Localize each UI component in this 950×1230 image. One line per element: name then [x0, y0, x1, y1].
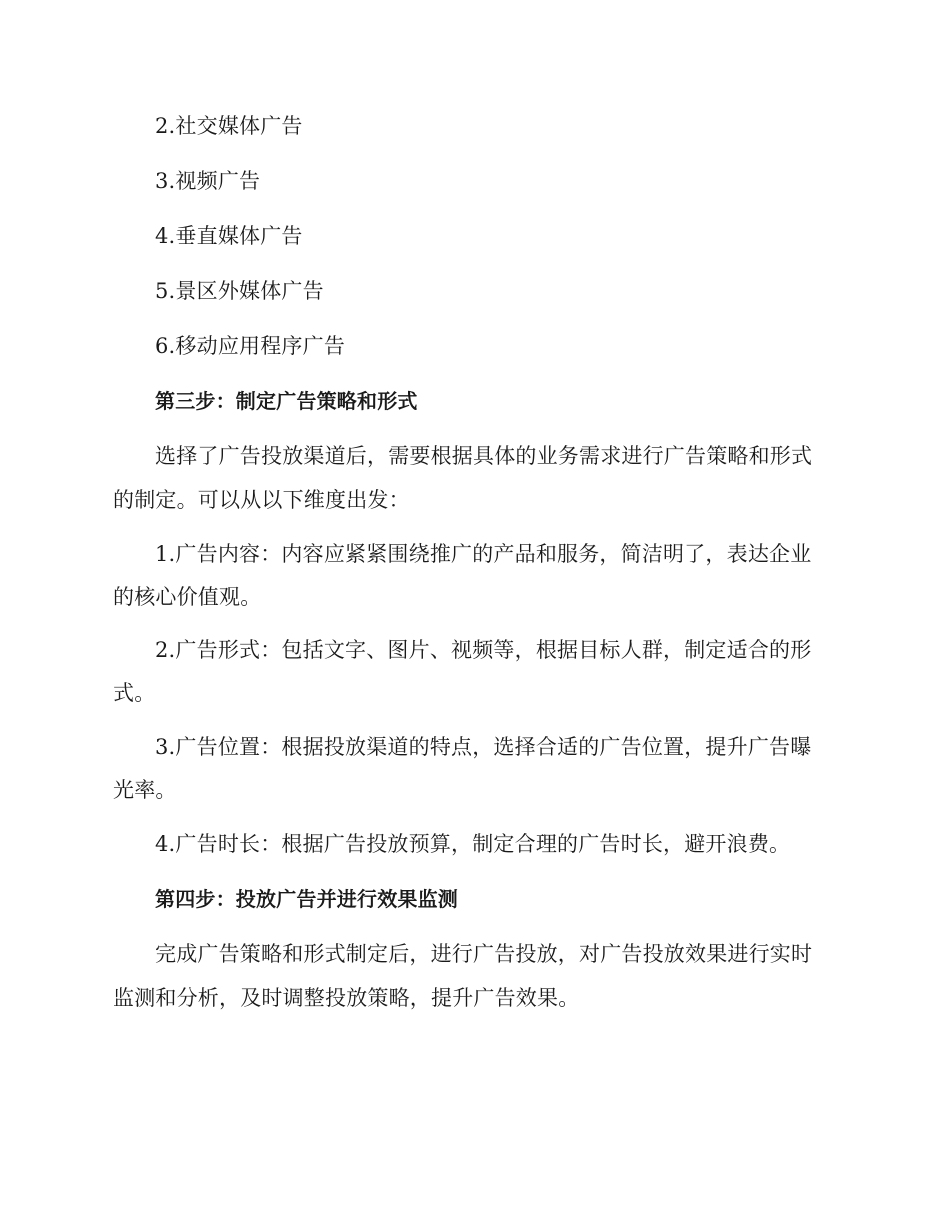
paragraph-line: 选择了广告投放渠道后，需要根据具体的业务需求进行广告策略和形式	[155, 444, 813, 468]
paragraph-line: 的核心价值观。	[113, 585, 262, 609]
list-item: 2.社交媒体广告	[155, 114, 303, 138]
list-item: 3.视频广告	[155, 169, 261, 193]
paragraph-line: 1.广告内容：内容应紧紧围绕推广的产品和服务，简洁明了，表达企业	[155, 542, 812, 566]
paragraph-line: 4.广告时长：根据广告投放预算，制定合理的广告时长，避开浪费。	[155, 832, 791, 856]
list-item: 4.垂直媒体广告	[155, 224, 303, 248]
list-item: 6.移动应用程序广告	[155, 334, 346, 358]
paragraph-line: 的制定。可以从以下维度出发：	[113, 488, 410, 512]
paragraph-line: 完成广告策略和形式制定后，进行广告投放，对广告投放效果进行实时	[155, 942, 813, 966]
section-heading-step3: 第三步：制定广告策略和形式	[155, 389, 418, 413]
paragraph-line: 2.广告形式：包括文字、图片、视频等，根据目标人群，制定适合的形	[155, 638, 812, 662]
section-heading-step4: 第四步：投放广告并进行效果监测	[155, 887, 458, 911]
paragraph-line: 式。	[113, 681, 156, 705]
paragraph-line: 监测和分析，及时调整投放策略，提升广告效果。	[113, 986, 580, 1010]
paragraph-line: 光率。	[113, 778, 177, 802]
list-item: 5.景区外媒体广告	[155, 279, 324, 303]
paragraph-line: 3.广告位置：根据投放渠道的特点，选择合适的广告位置，提升广告曝	[155, 735, 812, 759]
